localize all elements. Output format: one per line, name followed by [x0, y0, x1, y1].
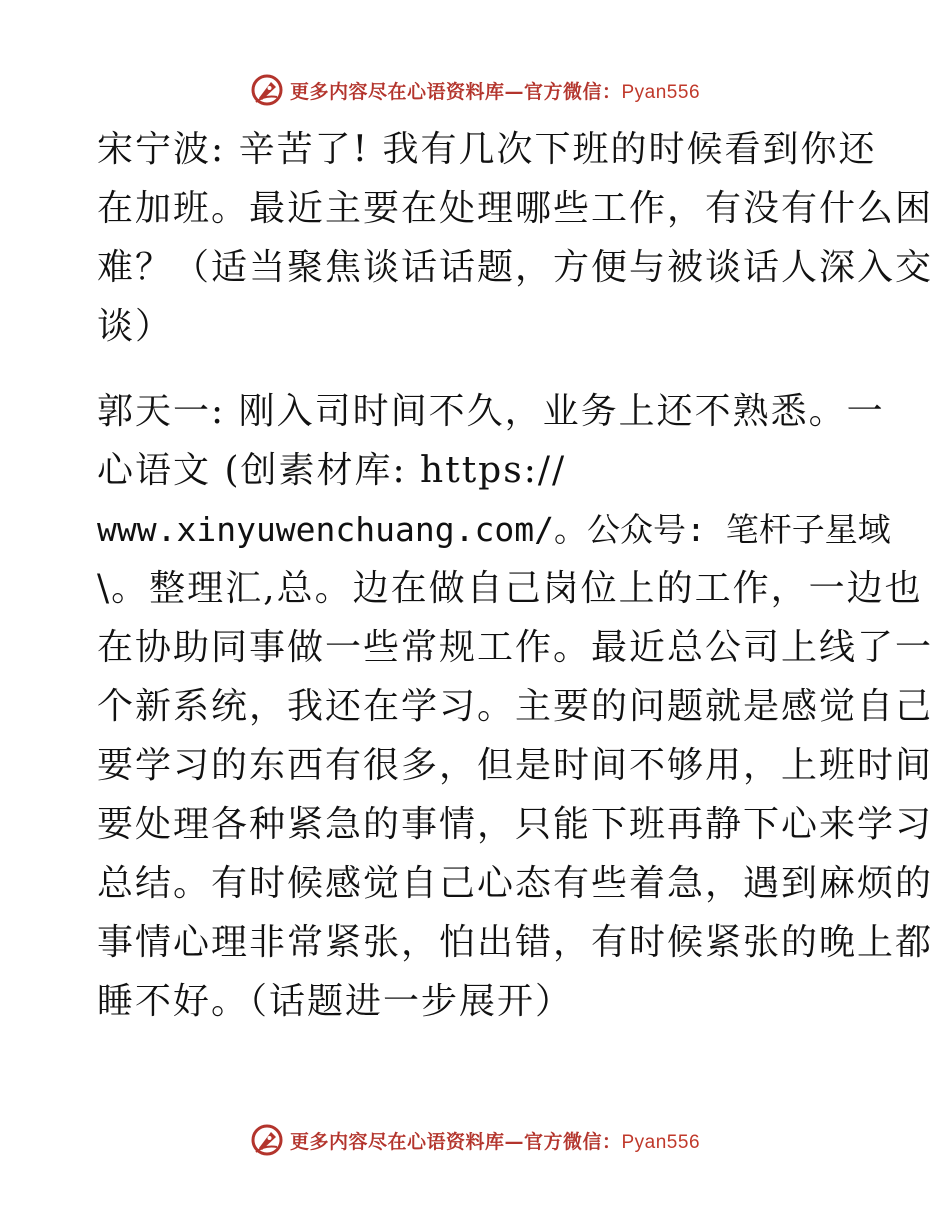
- pen-nib-logo-icon: [250, 73, 284, 107]
- text-line: 要学习的东西有很多，但是时间不够用，上班时间: [97, 745, 934, 786]
- text-line: 总结。有时候感觉自己心态有些着急，遇到麻烦的: [97, 863, 934, 904]
- text-line: 在协助同事做一些常规工作。最近总公司上线了一: [97, 627, 934, 668]
- text-line: 郭天一: 刚入司时间不久，业务上还不熟悉。一: [97, 391, 885, 432]
- text-line: \。整理汇,总。边在做自己岗位上的工作，一边也: [97, 568, 923, 609]
- header-brand-text: 更多内容尽在心语资料库—官方微信：Pyan556: [289, 80, 701, 103]
- text-line: 事情心理非常紧张，怕出错，有时候紧张的晚上都: [97, 922, 934, 963]
- text-line: 睡不好。（话题进一步展开）: [97, 981, 574, 1022]
- text-line: 难？（适当聚焦谈话话题，方便与被谈话人深入交: [97, 247, 934, 288]
- dialogue-paragraph-1: [97, 120, 934, 356]
- pen-nib-logo-icon: [250, 1123, 284, 1157]
- footer-wechat-account: Pyan556: [621, 1131, 701, 1153]
- footer-watermark: [0, 1120, 950, 1160]
- text-line: 谈）: [97, 306, 174, 347]
- header-wechat-account: Pyan556: [621, 81, 701, 103]
- header-watermark: [0, 70, 950, 110]
- document-body: [97, 120, 934, 1057]
- text-line: 个新系统，我还在学习。主要的问题就是感觉自己: [97, 686, 934, 727]
- text-line: 在加班。最近主要在处理哪些工作，有没有什么困: [97, 188, 934, 229]
- footer-brand-text: 更多内容尽在心语资料库—官方微信：Pyan556: [289, 1130, 701, 1153]
- text-line: 宋宁波: 辛苦了! 我有几次下班的时候看到你还: [97, 129, 877, 170]
- dialogue-paragraph-2: [97, 382, 934, 1031]
- text-line: 要处理各种紧急的事情，只能下班再静下心来学习: [97, 804, 934, 845]
- text-line: 心语文 (创素材库: https://: [97, 450, 567, 491]
- text-line: www.xinyuwenchuang.com/。公众号: 笔杆子星域: [97, 510, 891, 549]
